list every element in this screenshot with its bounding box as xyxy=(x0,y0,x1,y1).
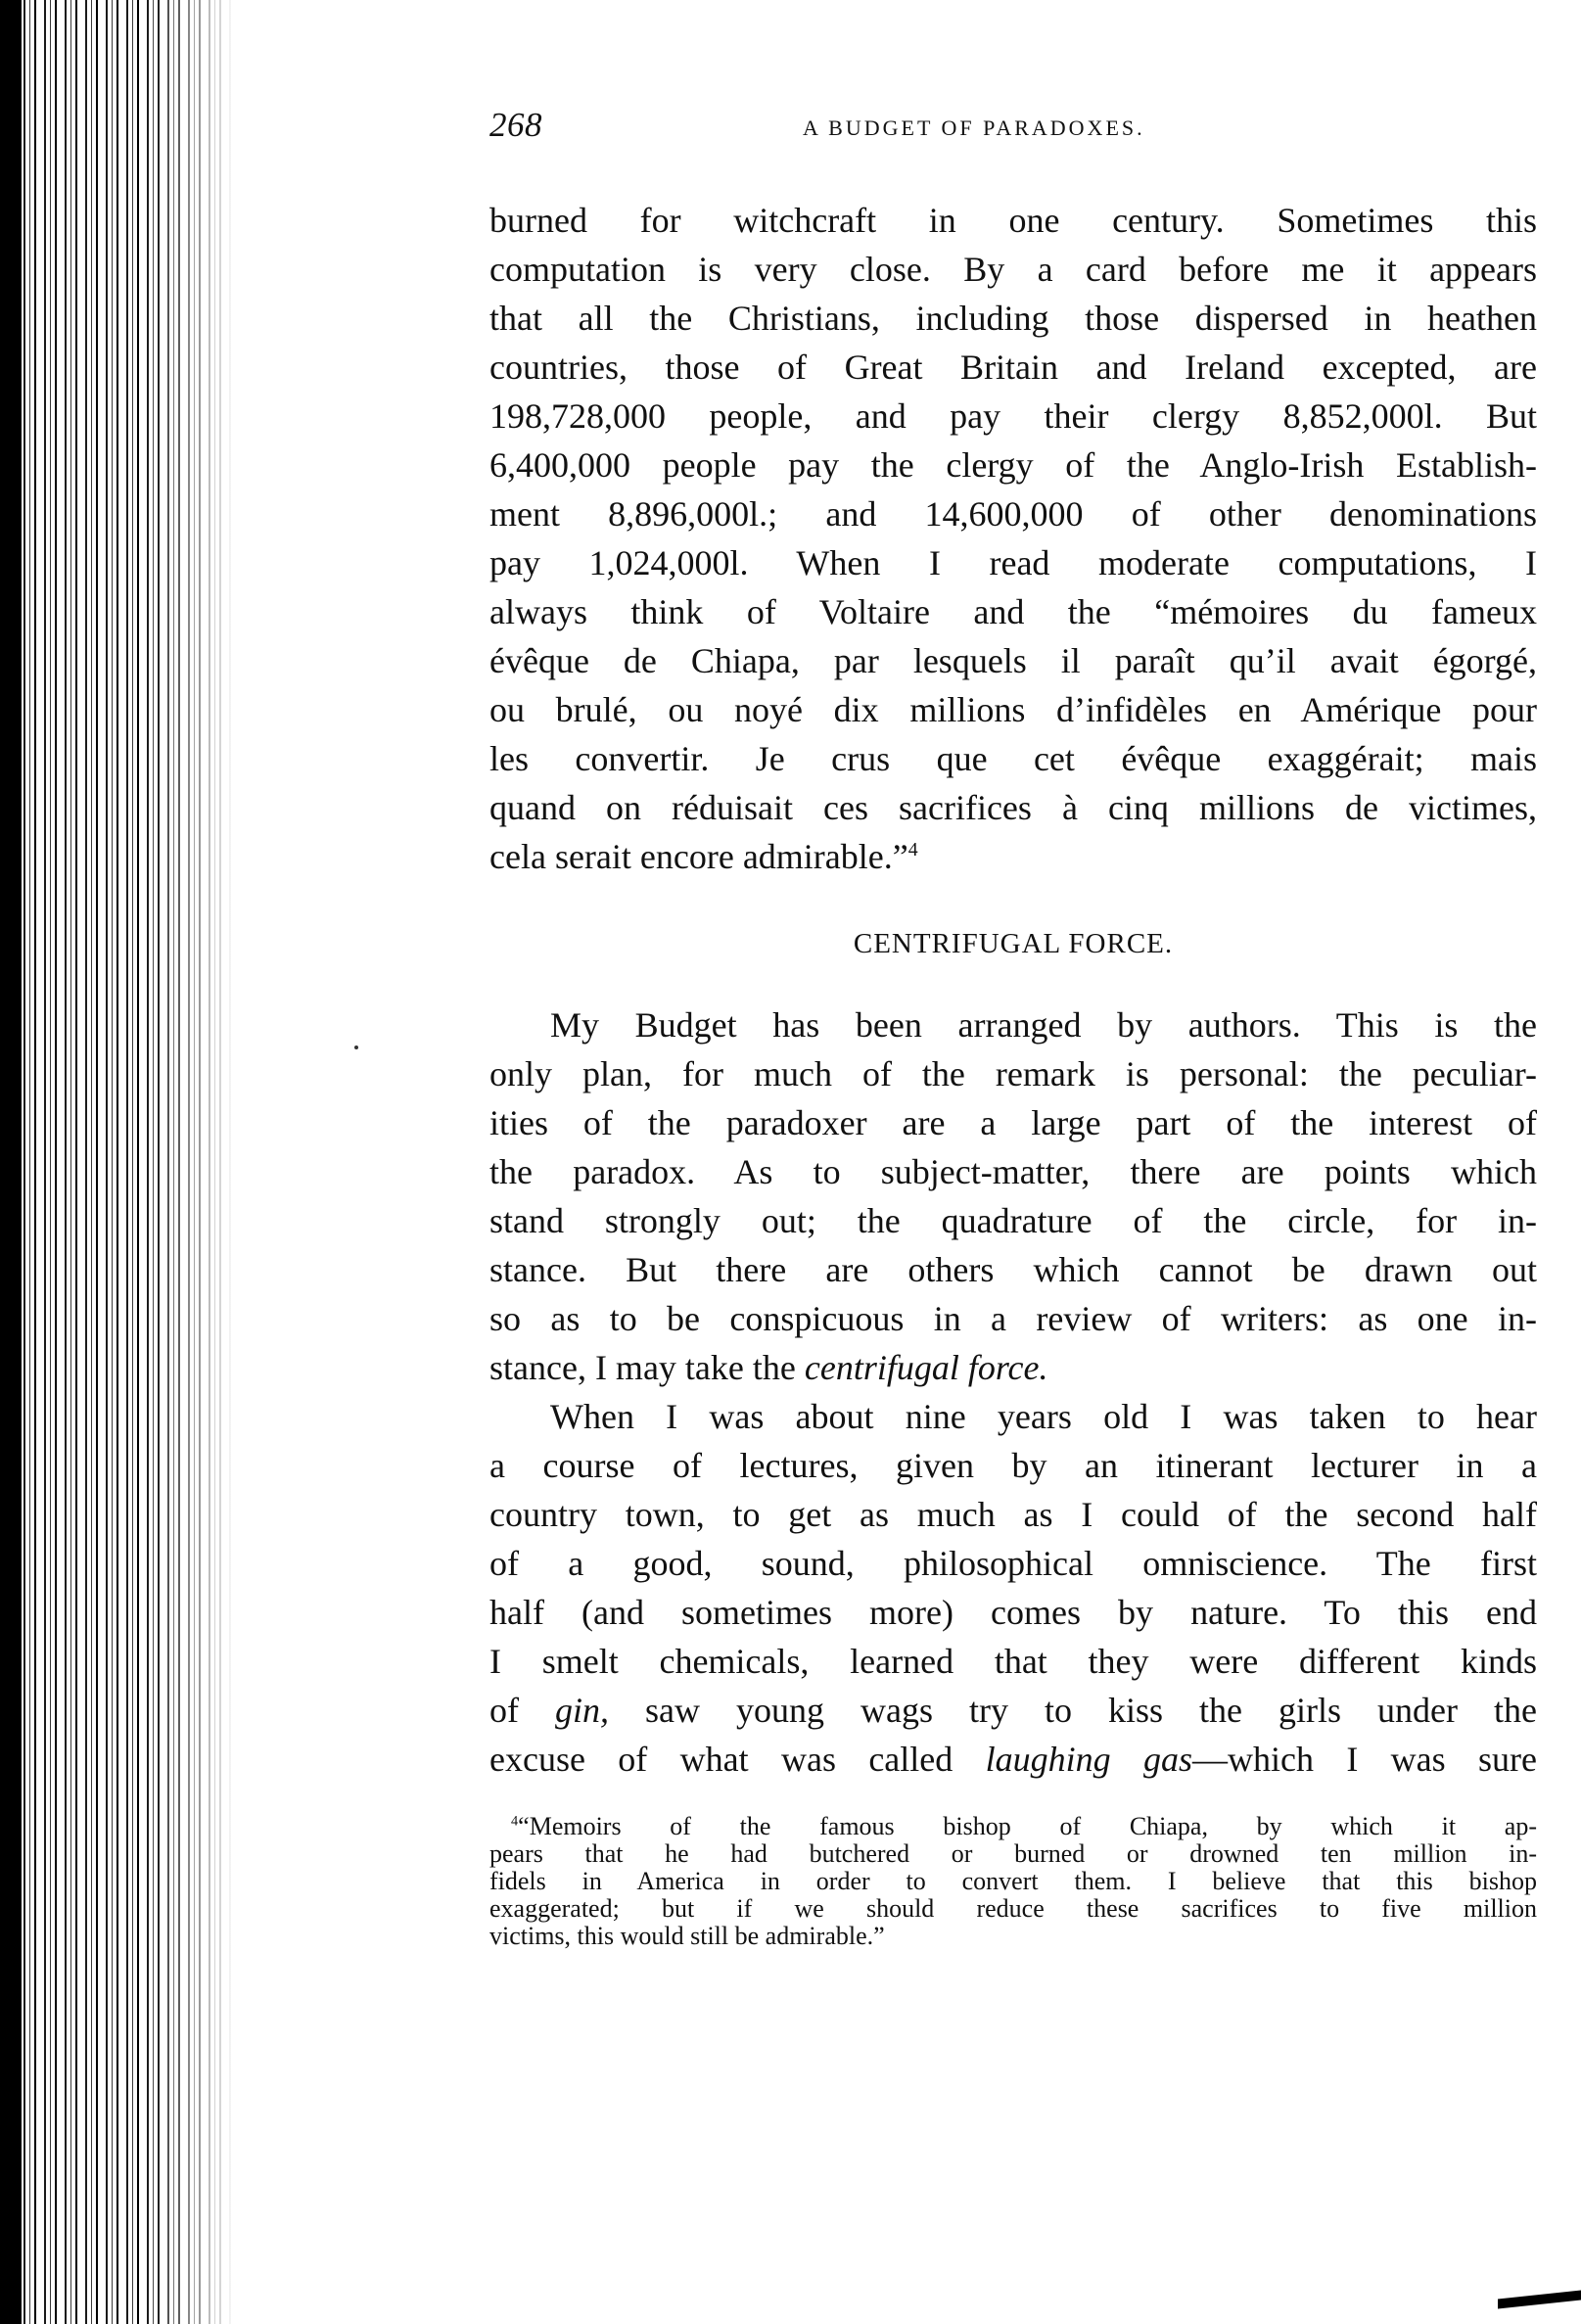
footnote-mark: 4 xyxy=(511,1813,519,1830)
text-line: ou brulé, ou noyé dix millions d’infidèles en Amérique pour xyxy=(489,690,1537,729)
text-line: a course of lectures, given by an itinerant lecturer in a xyxy=(489,1446,1537,1485)
text-line: so as to be conspicuous in a review of writers: as one in- xyxy=(489,1299,1537,1338)
text-line: always think of Voltaire and the “mémoires du fameux xyxy=(489,592,1537,631)
text-line: pay 1,024,000l. When I read moderate computations, I xyxy=(489,543,1537,582)
text-fragment: stance, I may take the xyxy=(489,1348,796,1387)
gutter-fade xyxy=(147,0,235,2324)
section-heading: CENTRIFUGAL FORCE. xyxy=(853,928,1174,959)
running-head: A BUDGET OF PARADOXES. xyxy=(803,116,1145,140)
page-header xyxy=(489,106,1537,164)
text-line: My Budget has been arranged by authors. This is the xyxy=(550,1005,1537,1045)
text-line: countries, those of Great Britain and Ireland excepted, are xyxy=(489,348,1537,387)
paragraph-2 xyxy=(489,1000,1537,1392)
italic-word: gin, xyxy=(555,1691,610,1730)
text-line: the paradox. As to subject-matter, there are points which xyxy=(489,1152,1537,1191)
text-fragment: —which I was sure xyxy=(1192,1740,1537,1779)
page-number: 268 xyxy=(489,106,542,144)
text-fragment: “Memoirs of the famous bishop of Chiapa, by which it ap- xyxy=(518,1812,1537,1840)
text-line: burned for witchcraft in one century. Sometimes this xyxy=(489,201,1537,240)
italic-phrase: centrifugal force. xyxy=(804,1348,1048,1387)
text-line xyxy=(489,1735,1537,1784)
text-line: When I was about nine years old I was taken to hear xyxy=(550,1397,1537,1436)
book-spine-shadow xyxy=(0,0,22,2324)
footnote-line xyxy=(489,1813,1537,1840)
text-line xyxy=(489,1686,1537,1735)
text-line: stance. But there are others which cannot be drawn out xyxy=(489,1250,1537,1289)
footnote-ref: 4 xyxy=(907,839,918,860)
text-fragment: saw young wags try to kiss the girls under the xyxy=(609,1691,1538,1730)
text-line: of a good, sound, philosophical omniscience. The first xyxy=(489,1544,1537,1583)
text-line: computation is very close. By a card before me it appears xyxy=(489,250,1537,289)
text-fragment: excuse of what was called xyxy=(489,1740,986,1779)
text-fragment: of xyxy=(489,1691,519,1730)
paragraph-3 xyxy=(489,1392,1537,1784)
text-line: quand on réduisait ces sacrifices à cinq millions de victimes, xyxy=(489,788,1537,827)
text-line: ment 8,896,000l.; and 14,600,000 of other denominations xyxy=(489,494,1537,534)
footnote xyxy=(489,1813,1537,1950)
footnote-line: fidels in America in order to convert them. I believe that this bishop xyxy=(489,1867,1537,1895)
text-line: les convertir. Je crus que cet évêque exaggérait; mais xyxy=(489,739,1537,778)
text-line: country town, to get as much as I could of the second half xyxy=(489,1495,1537,1534)
stray-dot xyxy=(354,1046,358,1049)
footnote-line: pears that he had butchered or burned or drowned ten million in- xyxy=(489,1839,1537,1868)
text-line: 6,400,000 people pay the clergy of the Anglo-Irish Establish- xyxy=(489,445,1537,485)
italic-phrase: laughing gas xyxy=(985,1740,1192,1779)
text-line xyxy=(489,1343,1537,1392)
text-line: ities of the paradoxer are a large part of the interest of xyxy=(489,1103,1537,1142)
text-block xyxy=(489,196,1537,1950)
text-line xyxy=(489,832,1537,881)
footnote-line: exaggerated; but if we should reduce these sacrifices to five million xyxy=(489,1894,1537,1923)
text-line: évêque de Chiapa, par lesquels il paraît qu’il avait égorgé, xyxy=(489,641,1537,680)
footnote-line: victims, this would still be admirable.” xyxy=(489,1922,885,1950)
corner-mark xyxy=(1498,2291,1581,2309)
paragraph-1 xyxy=(489,196,1537,881)
text-fragment: cela serait encore admirable.” xyxy=(489,837,908,876)
text-line: half (and sometimes more) comes by nature. To this end xyxy=(489,1593,1537,1632)
text-line: stand strongly out; the quadrature of the circle, for in- xyxy=(489,1201,1537,1240)
text-line: I smelt chemicals, learned that they were different kinds xyxy=(489,1642,1537,1681)
text-line: only plan, for much of the remark is personal: the peculiar- xyxy=(489,1054,1537,1093)
text-line: 198,728,000 people, and pay their clergy 8,852,000l. But xyxy=(489,396,1537,436)
text-line: that all the Christians, including those dispersed in heathen xyxy=(489,299,1537,338)
